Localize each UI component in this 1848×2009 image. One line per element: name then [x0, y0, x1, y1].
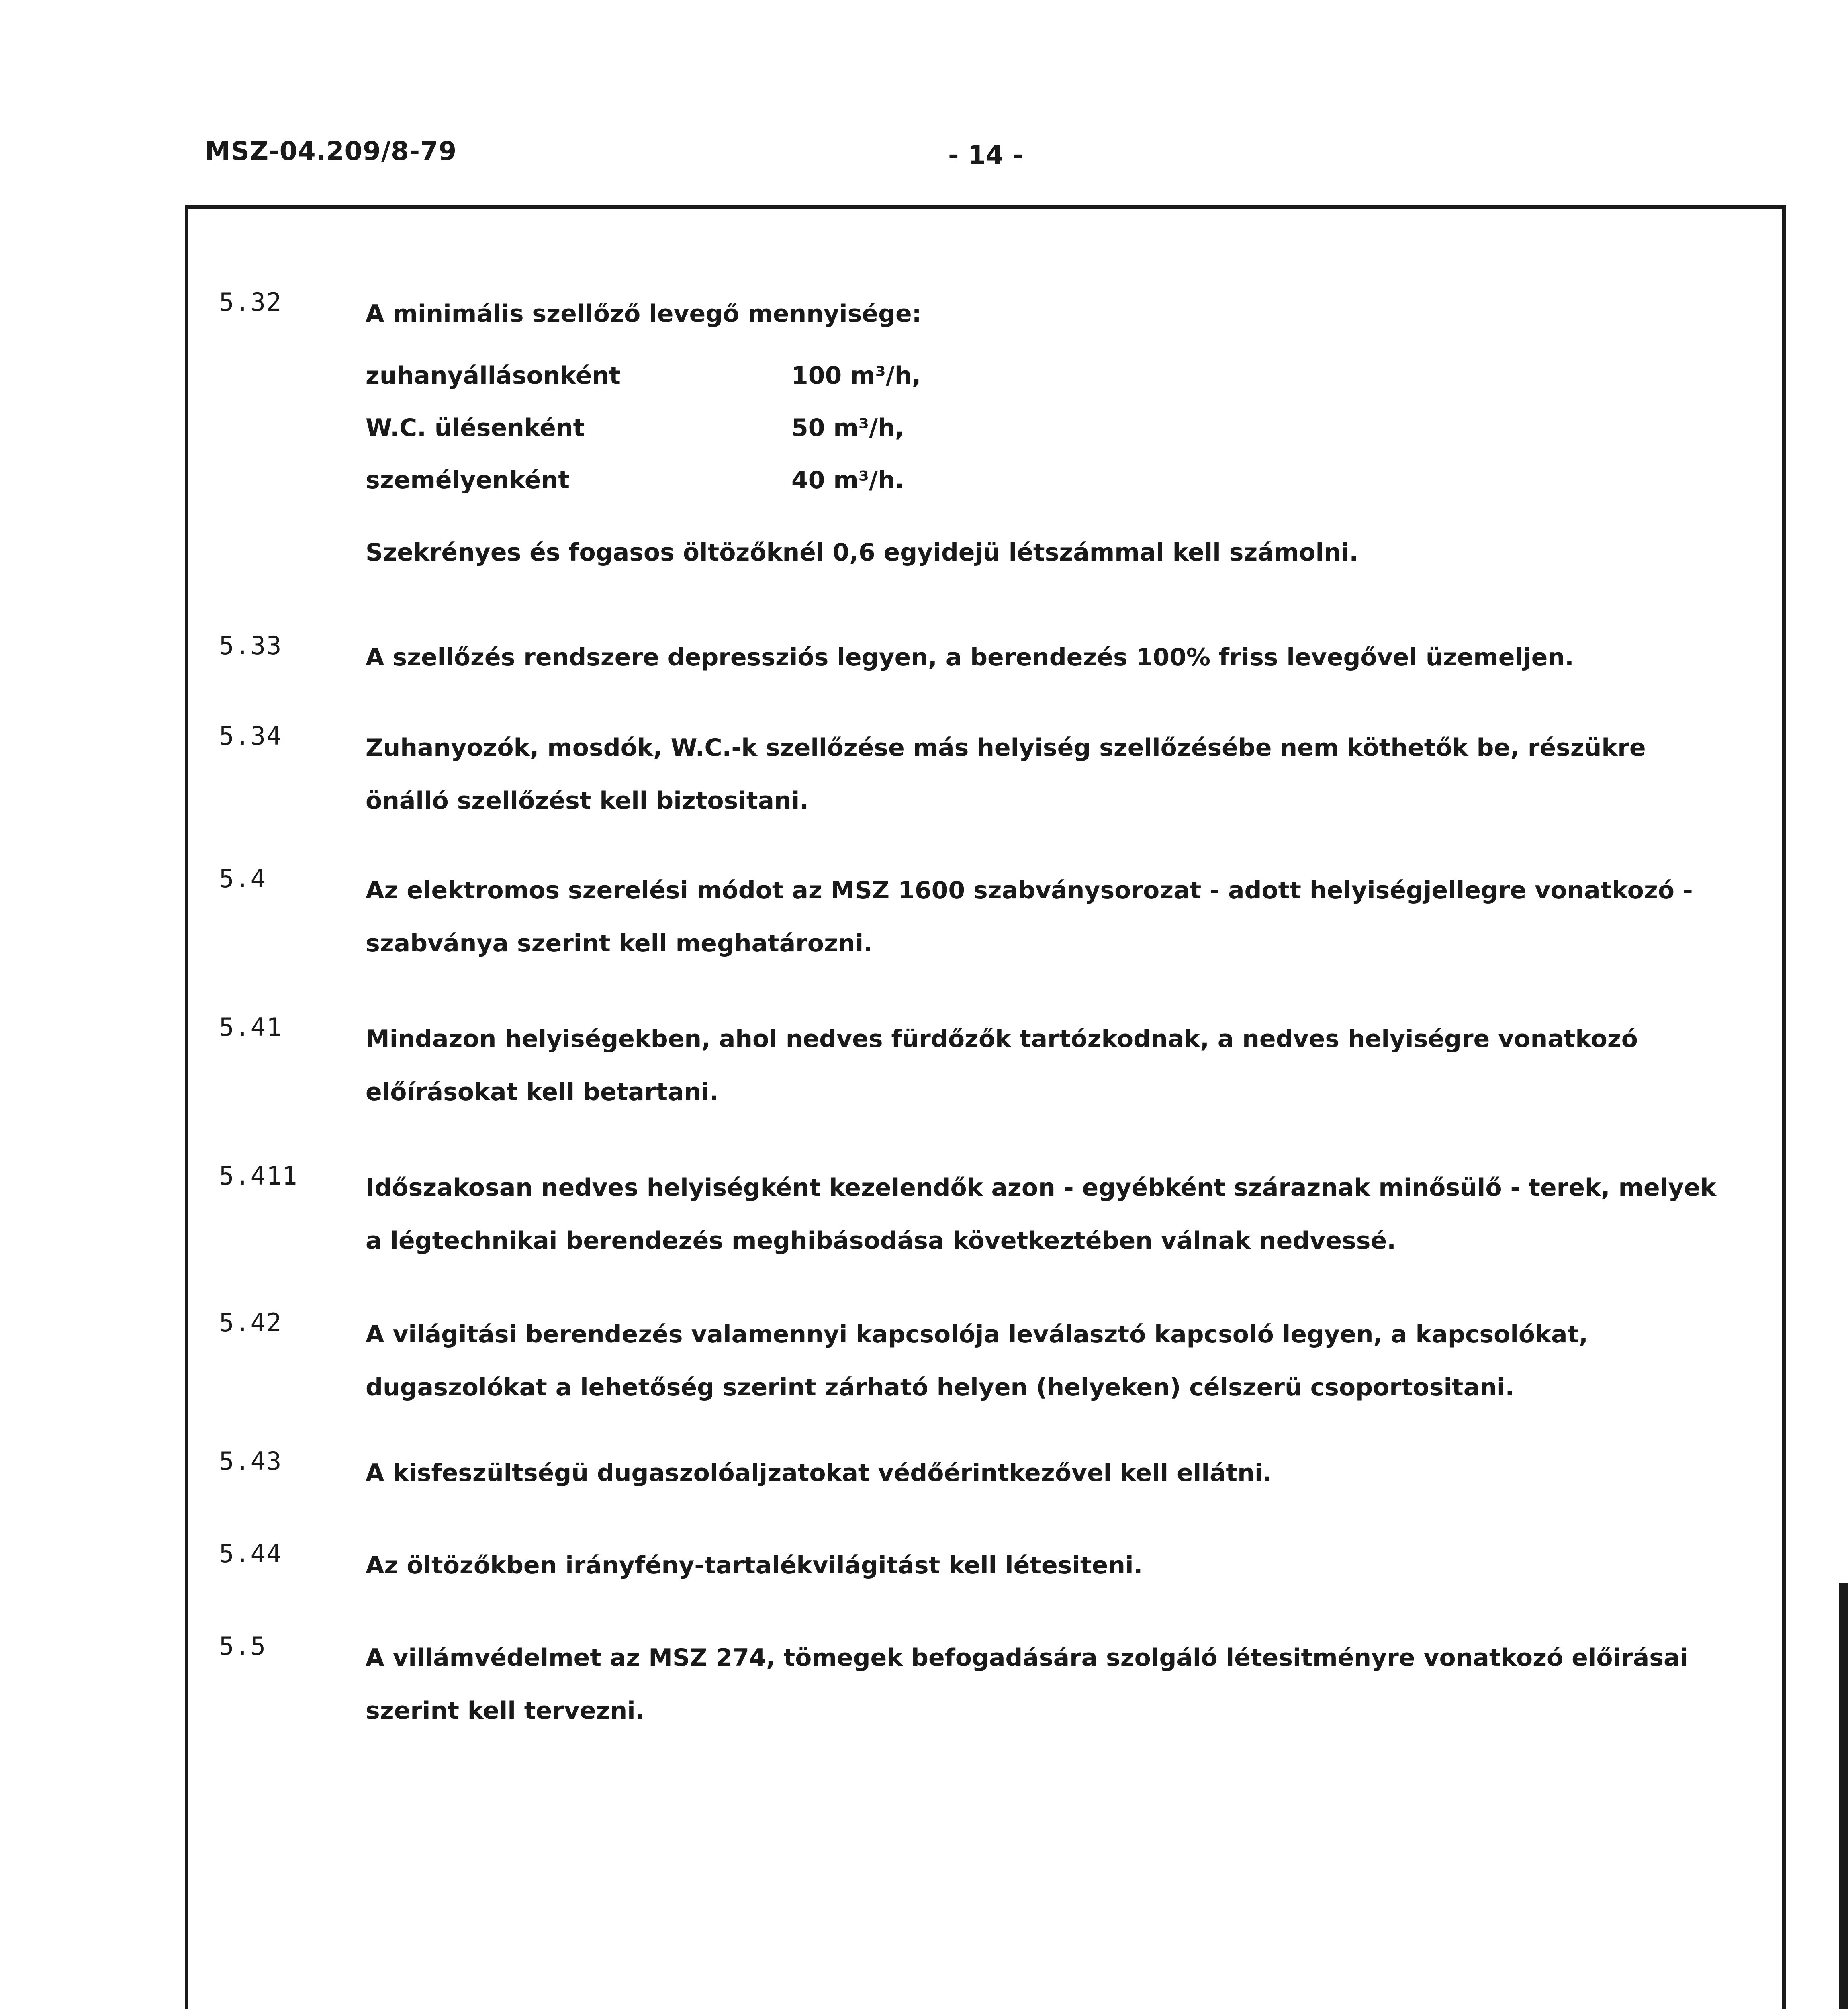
section-number: 5.34	[219, 721, 282, 751]
section-text: A kisfeszültségü dugaszolóaljzatokat védőérintkezővel kell ellátni.	[366, 1459, 1272, 1487]
section-text: Zuhanyozók, mosdók, W.C.-k szellőzése más helyiség szellőzésébe nem köthetők be, részükre önálló szellőzést kell biztositani.	[366, 734, 1646, 815]
air-rate-table	[366, 362, 968, 518]
rate-row	[366, 414, 968, 466]
section-number: 5.5	[219, 1631, 266, 1661]
section-number: 5.33	[219, 631, 282, 660]
section-text: Mindazon helyiségekben, ahol nedves fürdőzők tartózkodnak, a nedves helyiségre vonatkozó előírásokat kell betartani.	[366, 1025, 1638, 1106]
section-text: Az elektromos szerelési módot az MSZ 1600 szabványsorozat - adott helyiségjellegre vonatkozó - szabványa szerint kell meghatározni.	[366, 876, 1693, 957]
section-text: Időszakosan nedves helyiségként kezelendők azon - egyébként száraznak minősülő - terek, melyek a légtechnikai berendezés meghibásodása következtében válnak nedvessé.	[366, 1174, 1716, 1255]
rate-value: 40 m³/h.	[791, 466, 904, 494]
section-number: 5.411	[219, 1161, 298, 1191]
section-text: A villámvédelmet az MSZ 274, tömegek befogadására szolgáló létesitményre vonatkozó előirásai szerint kell tervezni.	[366, 1644, 1689, 1725]
section-number: 5.41	[219, 1013, 282, 1042]
section-text: A világitási berendezés valamennyi kapcsolója leválasztó kapcsoló legyen, a kapcsolókat, dugaszolókat a lehetőség szerint zárható helyen (helyeken) célszerü csoportositani.	[366, 1320, 1588, 1401]
rate-value: 100 m³/h,	[791, 362, 921, 390]
section-number: 5.44	[219, 1539, 282, 1568]
rate-row	[366, 362, 968, 414]
section-number: 5.43	[219, 1446, 282, 1476]
rate-label: W.C. ülésenként	[366, 414, 585, 442]
section-number: 5.42	[219, 1308, 282, 1337]
section-number: 5.32	[219, 287, 282, 317]
section-text: A minimális szellőző levegő mennyisége:	[366, 300, 922, 328]
rate-row	[366, 466, 968, 518]
section-text: Az öltözőkben irányfény-tartalékvilágitást kell létesiteni.	[366, 1551, 1143, 1579]
section-number: 5.4	[219, 864, 266, 893]
locker-room-note: Szekrényes és fogasos öltözőknél 0,6 egyidejü létszámmal kell számolni.	[366, 538, 1359, 567]
rate-label: személyenként	[366, 466, 570, 494]
page-number: - 14 -	[948, 141, 1023, 170]
document-id: MSZ-04.209/8-79	[205, 137, 457, 166]
section-text: A szellőzés rendszere depressziós legyen, a berendezés 100% friss levegővel üzemeljen.	[366, 643, 1574, 671]
scan-edge-shadow	[1839, 1583, 1848, 2009]
rate-label: zuhanyállásonként	[366, 362, 621, 390]
page-header	[205, 137, 1772, 185]
rate-value: 50 m³/h,	[791, 414, 904, 442]
